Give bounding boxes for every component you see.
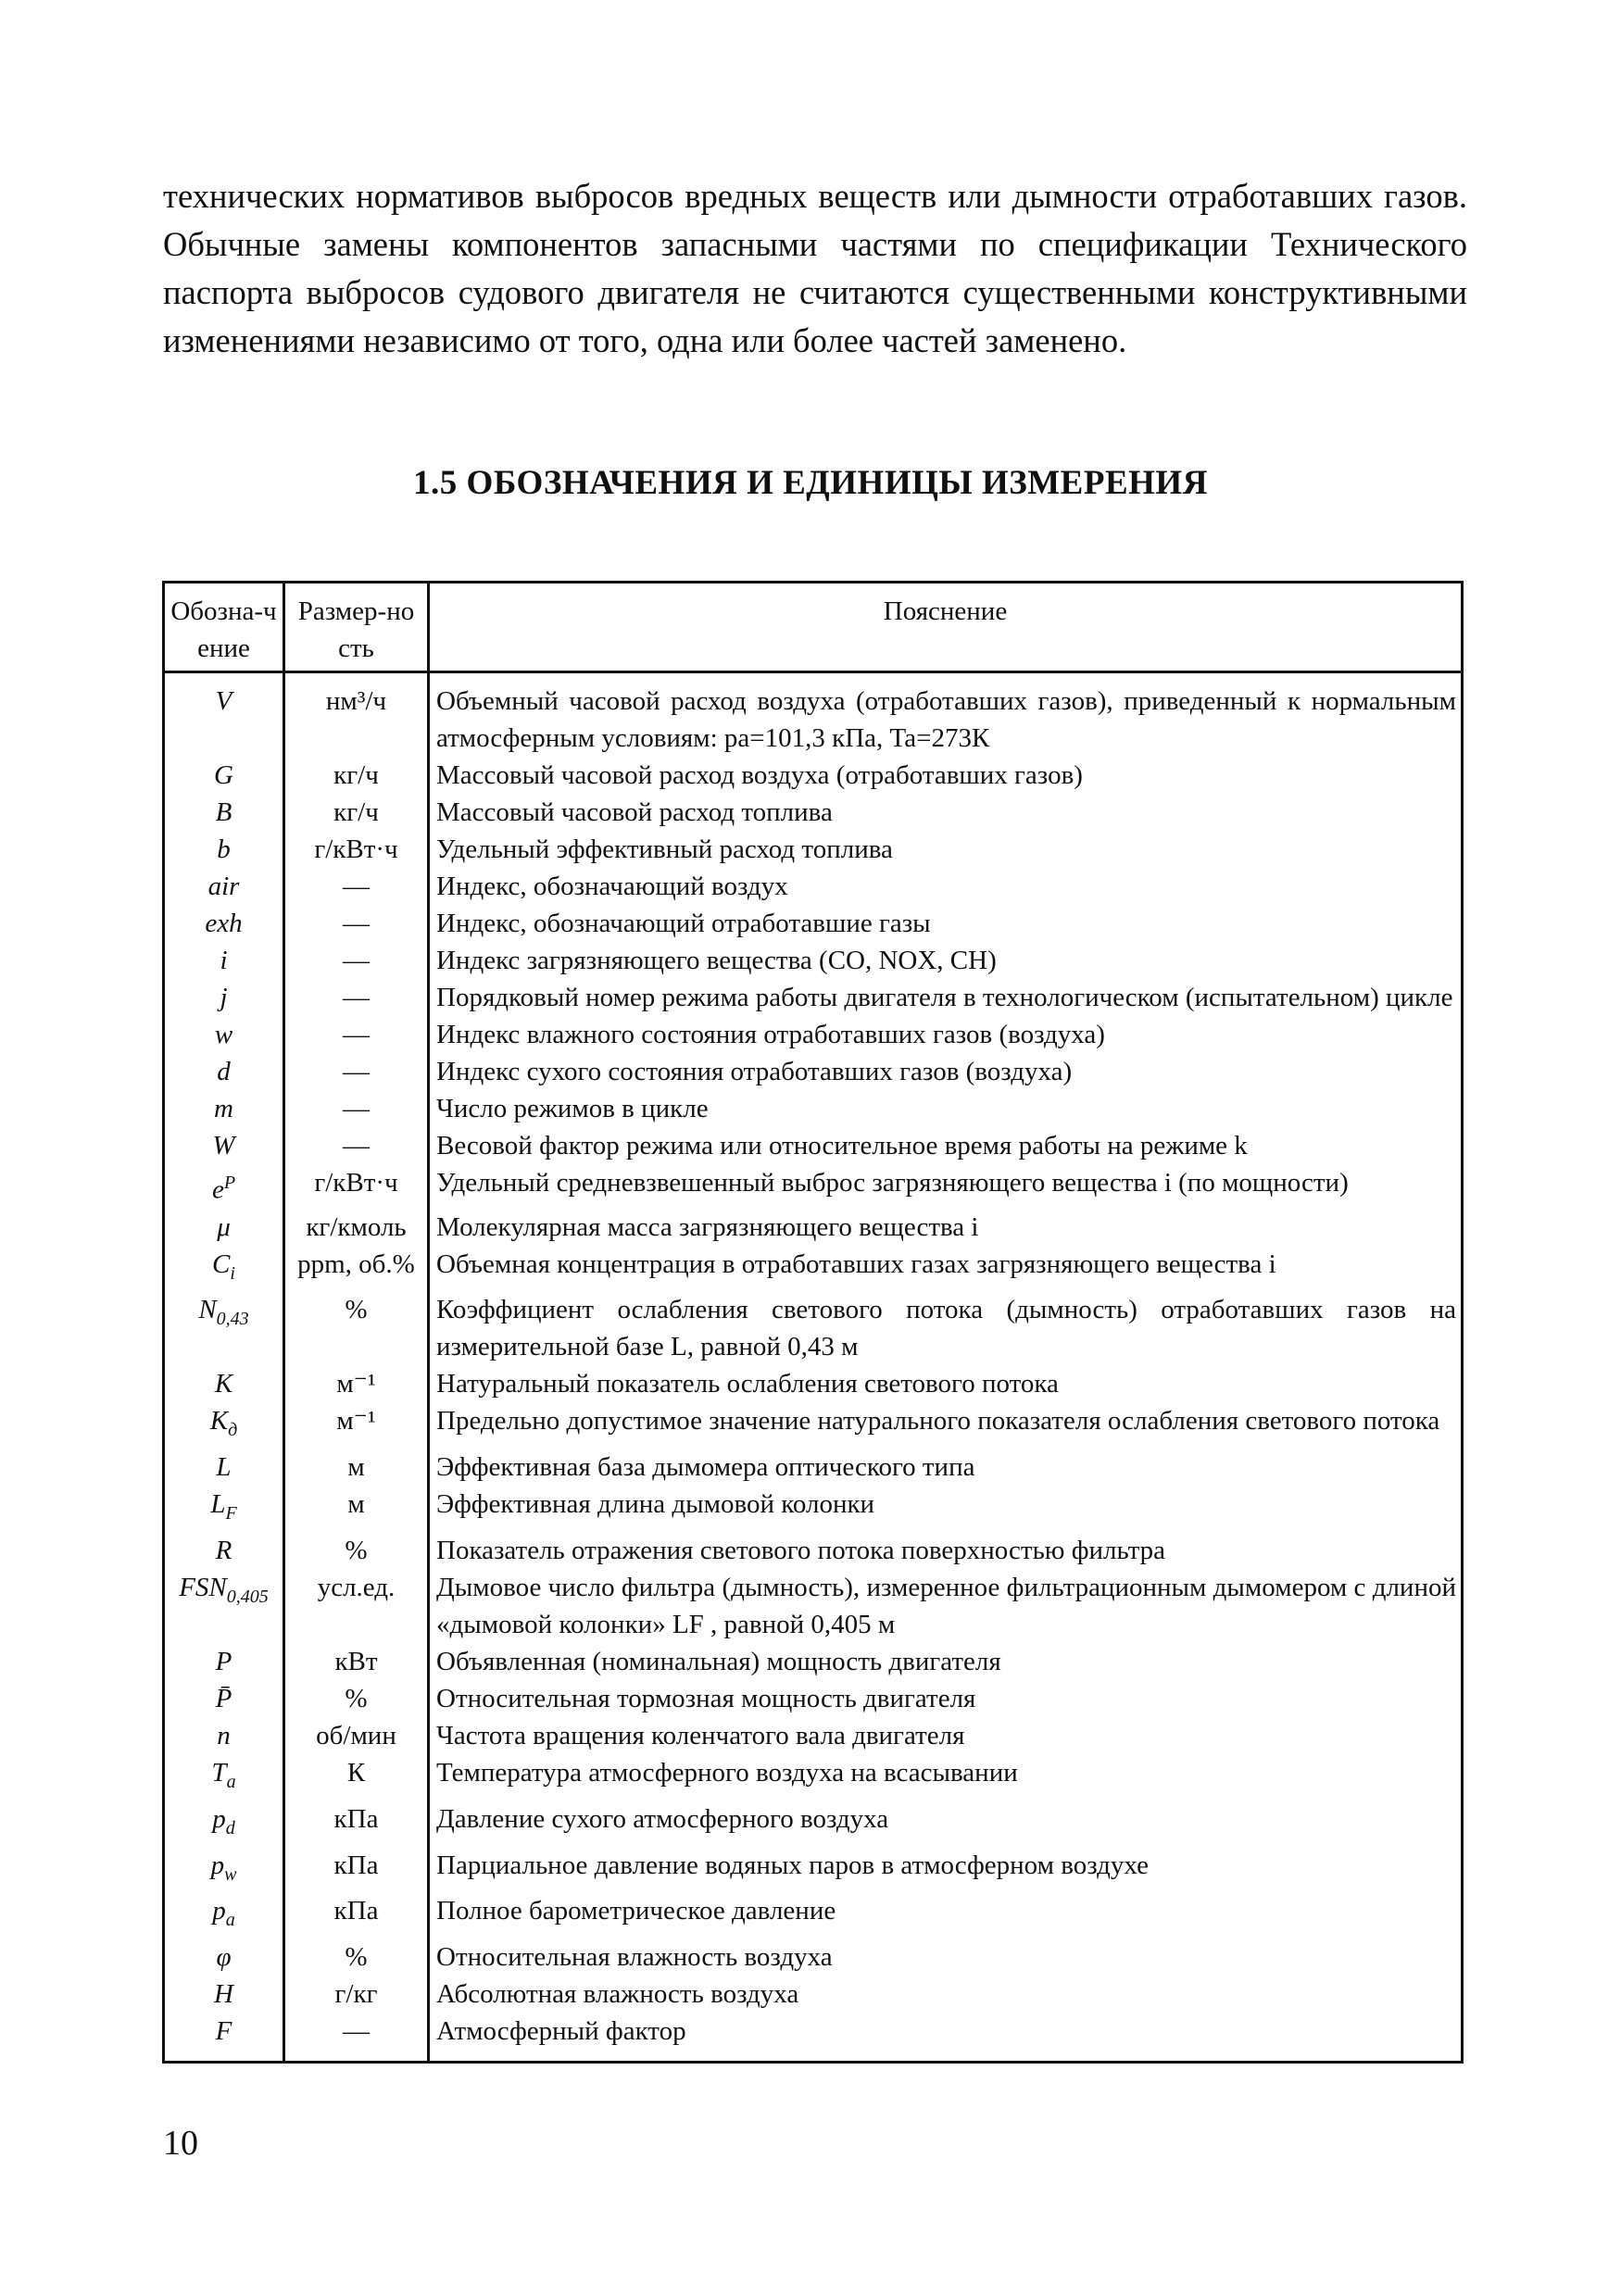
row-symbol: $K_д$ <box>209 1406 238 1441</box>
page-number: 10 <box>163 2124 198 2163</box>
row-description: Натуральный показатель ослабления светового потока <box>429 1365 1463 1402</box>
row-symbol: w <box>214 1020 233 1049</box>
table-row <box>164 1532 1463 1569</box>
row-description: Относительная тормозная мощность двигателя <box>429 1680 1463 1717</box>
row-unit: кПа <box>284 1800 429 1847</box>
row-unit: — <box>284 1127 429 1164</box>
row-description: Объявленная (номинальная) мощность двигателя <box>429 1643 1463 1680</box>
table-row <box>164 672 1463 758</box>
table-row <box>164 1402 1463 1449</box>
row-symbol: j <box>220 983 228 1012</box>
row-symbol: F <box>215 2016 232 2047</box>
row-unit: г/кВт·ч <box>284 1164 429 1209</box>
row-unit: м⁻¹ <box>284 1402 429 1449</box>
table-row <box>164 1246 1463 1292</box>
header-unit: Размер-ность <box>284 583 429 672</box>
table-row <box>164 1053 1463 1090</box>
row-description: Атмосферный фактор <box>429 2013 1463 2063</box>
row-description: Массовый часовой расход воздуха (отработавших газов) <box>429 757 1463 794</box>
row-description: Порядковый номер режима работы двигателя в технологическом (испытательном) цикле <box>429 979 1463 1016</box>
table-row <box>164 1127 1463 1164</box>
row-unit: г/кг <box>284 1976 429 2013</box>
table-row <box>164 1016 1463 1053</box>
table-row <box>164 1976 1463 2013</box>
row-symbol: $T_a$ <box>211 1758 236 1792</box>
table-row <box>164 757 1463 794</box>
table-row <box>164 2013 1463 2063</box>
table-row <box>164 1569 1463 1643</box>
row-unit: К <box>284 1754 429 1800</box>
row-description: Молекулярная масса загрязняющего вещества i <box>429 1209 1463 1246</box>
table-row <box>164 1938 1463 1976</box>
row-description: Удельный эффективный расход топлива <box>429 831 1463 868</box>
row-unit: — <box>284 868 429 905</box>
row-description: Индекс, обозначающий отработавшие газы <box>429 905 1463 942</box>
table-row <box>164 1090 1463 1127</box>
row-symbol: B <box>215 797 232 827</box>
row-symbol: P̄ <box>215 1684 232 1714</box>
table-row <box>164 1800 1463 1847</box>
row-symbol: n <box>217 1721 231 1751</box>
row-unit: ppm, об.% <box>284 1246 429 1292</box>
table-row <box>164 794 1463 831</box>
row-unit: об/мин <box>284 1717 429 1754</box>
table-row <box>164 1717 1463 1754</box>
row-symbol: $N_{0,43}$ <box>198 1295 249 1330</box>
row-description: Индекс влажного состояния отработавших газов (воздуха) <box>429 1016 1463 1053</box>
row-unit: кПа <box>284 1847 429 1893</box>
row-unit: — <box>284 1090 429 1127</box>
table-body <box>164 672 1463 2063</box>
row-unit: — <box>284 979 429 1016</box>
row-unit: — <box>284 905 429 942</box>
table-row <box>164 905 1463 942</box>
table-row <box>164 1643 1463 1680</box>
row-unit: % <box>284 1291 429 1365</box>
row-description: Эффективная база дымомера оптического типа <box>429 1449 1463 1486</box>
row-unit: г/кВт·ч <box>284 831 429 868</box>
table-row <box>164 1486 1463 1532</box>
row-unit: % <box>284 1938 429 1976</box>
row-unit: нм³/ч <box>284 672 429 758</box>
row-description: Эффективная длина дымовой колонки <box>429 1486 1463 1532</box>
row-symbol: exh <box>205 909 243 938</box>
table-row <box>164 1847 1463 1893</box>
table-row <box>164 868 1463 905</box>
row-description: Число режимов в цикле <box>429 1090 1463 1127</box>
table-row <box>164 1209 1463 1246</box>
table-header-row <box>164 583 1463 672</box>
row-symbol: G <box>214 760 233 790</box>
row-description: Частота вращения коленчатого вала двигателя <box>429 1717 1463 1754</box>
row-description: Абсолютная влажность воздуха <box>429 1976 1463 2013</box>
row-description: Объемный часовой расход воздуха (отработавших газов), приведенный к нормальным атмосферным условиям: pa=101,3 кПа, Ta=273К <box>429 672 1463 758</box>
table-row <box>164 1449 1463 1486</box>
row-unit: усл.ед. <box>284 1569 429 1643</box>
row-unit: кг/ч <box>284 757 429 794</box>
row-symbol: $p_a$ <box>212 1896 235 1931</box>
row-symbol: L <box>216 1452 232 1483</box>
row-description: Индекс загрязняющего вещества (CO, NOX, CH) <box>429 942 1463 979</box>
row-unit: % <box>284 1680 429 1717</box>
row-description: Весовой фактор режима или относительное время работы на режиме k <box>429 1127 1463 1164</box>
row-symbol: $p_w$ <box>210 1850 237 1885</box>
row-description: Парциальное давление водяных паров в атмосферном воздухе <box>429 1847 1463 1893</box>
symbols-table <box>162 581 1464 2064</box>
row-symbol: m <box>214 1094 233 1123</box>
row-description: Относительная влажность воздуха <box>429 1938 1463 1976</box>
row-description: Индекс, обозначающий воздух <box>429 868 1463 905</box>
row-description: Давление сухого атмосферного воздуха <box>429 1800 1463 1847</box>
row-description: Коэффициент ослабления светового потока (дымность) отработавших газов на измерительной базе L, равной 0,43 м <box>429 1291 1463 1365</box>
table-row <box>164 831 1463 868</box>
row-unit: м <box>284 1486 429 1532</box>
row-description: Массовый часовой расход топлива <box>429 794 1463 831</box>
row-symbol: $FSN_{0,405}$ <box>179 1573 269 1607</box>
row-symbol: W <box>212 1131 235 1161</box>
row-unit: кг/кмоль <box>284 1209 429 1246</box>
row-symbol: $C_i$ <box>212 1248 235 1284</box>
row-symbol: R <box>215 1536 232 1566</box>
table-row <box>164 942 1463 979</box>
row-unit: м <box>284 1449 429 1486</box>
section-heading: 1.5 ОБОЗНАЧЕНИЯ И ЕДИНИЦЫ ИЗМЕРЕНИЯ <box>413 464 1208 502</box>
table-row <box>164 1164 1463 1209</box>
header-symbol: Обозна-чение <box>164 583 284 672</box>
row-symbol: $L_F$ <box>210 1489 237 1524</box>
row-symbol: d <box>217 1057 231 1086</box>
row-symbol: μ <box>217 1211 231 1242</box>
row-symbol: b <box>217 834 231 864</box>
row-symbol: P <box>215 1647 232 1677</box>
table-row <box>164 1892 1463 1938</box>
row-description: Предельно допустимое значение натурального показателя ослабления светового потока <box>429 1402 1463 1449</box>
row-unit: — <box>284 1053 429 1090</box>
row-symbol: air <box>207 872 240 901</box>
row-symbol: $e^P$ <box>211 1173 236 1205</box>
row-unit: м⁻¹ <box>284 1365 429 1402</box>
row-description: Полное барометрическое давление <box>429 1892 1463 1938</box>
body-paragraph: технических нормативов выбросов вредных веществ или дымности отработавших газов. Обычные замены компонентов запасными частями по спецификации Технического паспорта выбросов судового двигателя не считаются существенными конструктивными изменениями независимо от того, одна или более частей заменено. <box>163 177 1467 359</box>
row-unit: — <box>284 942 429 979</box>
row-description: Температура атмосферного воздуха на всасывании <box>429 1754 1463 1800</box>
row-description: Удельный средневзвешенный выброс загрязняющего вещества i (по мощности) <box>429 1164 1463 1209</box>
row-symbol: V <box>215 686 232 716</box>
row-symbol: i <box>220 946 228 975</box>
row-description: Дымовое число фильтра (дымность), измеренное фильтрационным дымомером с длиной «дымовой колонки» LF , равной 0,405 м <box>429 1569 1463 1643</box>
row-unit: — <box>284 2013 429 2063</box>
row-symbol: φ <box>216 1942 232 1973</box>
row-unit: — <box>284 1016 429 1053</box>
row-symbol: $p_d$ <box>212 1803 235 1838</box>
row-unit: кВт <box>284 1643 429 1680</box>
row-symbol: H <box>214 1979 233 2010</box>
row-unit: % <box>284 1532 429 1569</box>
row-description: Показатель отражения светового потока поверхностью фильтра <box>429 1532 1463 1569</box>
row-unit: кПа <box>284 1892 429 1938</box>
table-row <box>164 1754 1463 1800</box>
table-row <box>164 1680 1463 1717</box>
table-row <box>164 979 1463 1016</box>
row-description: Объемная концентрация в отработавших газах загрязняющего вещества i <box>429 1246 1463 1292</box>
row-symbol: K <box>214 1369 233 1399</box>
row-description: Индекс сухого состояния отработавших газов (воздуха) <box>429 1053 1463 1090</box>
table-row <box>164 1291 1463 1365</box>
row-unit: кг/ч <box>284 794 429 831</box>
header-description: Пояснение <box>429 583 1463 672</box>
table-row <box>164 1365 1463 1402</box>
